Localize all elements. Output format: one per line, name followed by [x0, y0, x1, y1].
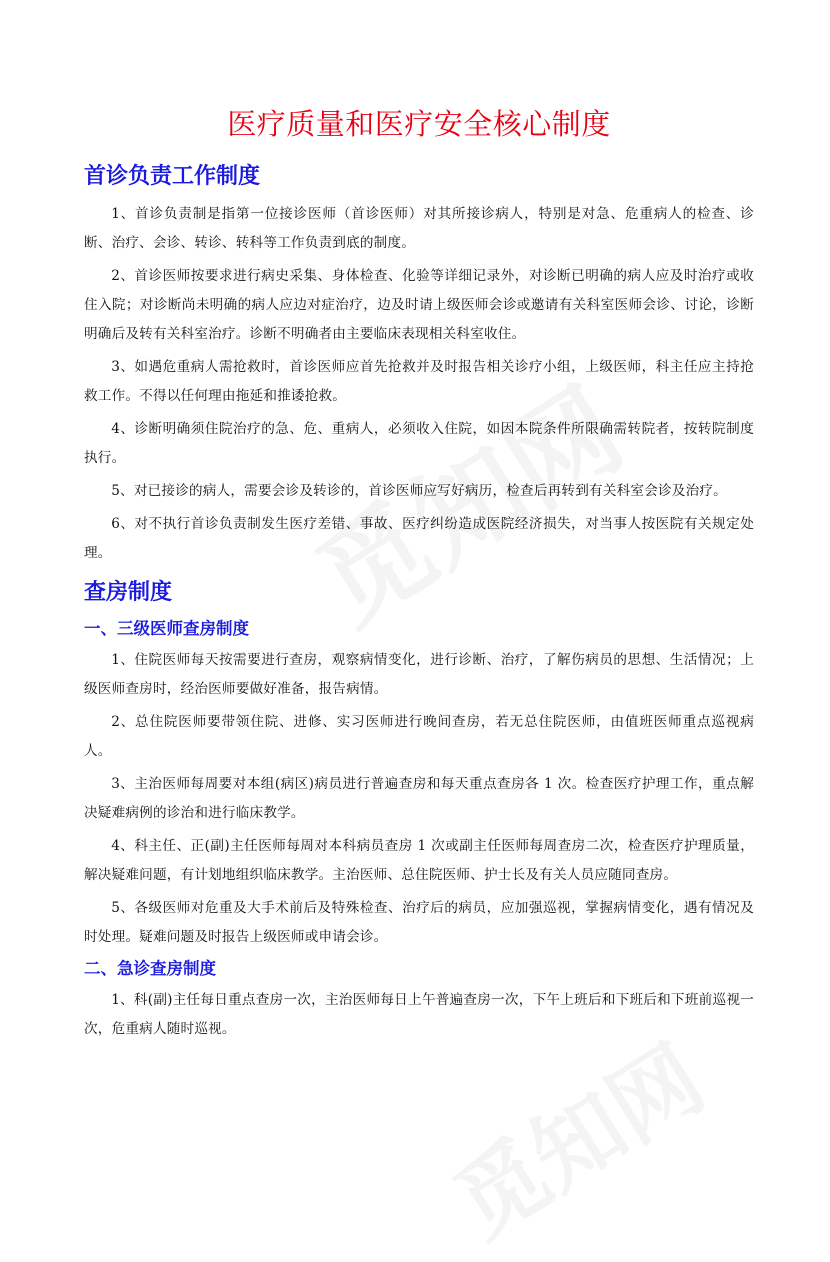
paragraph: 6、对不执行首诊负责制发生医疗差错、事故、医疗纠纷造成医院经济损失，对当事人按医院有关规定处理。 [84, 516, 754, 561]
paragraph: 3、如遇危重病人需抢救时，首诊医师应首先抢救并及时报告相关诊疗小组，上级医师，科主任应主持抢救工作。不得以任何理由拖延和推诿抢救。 [84, 359, 754, 404]
paragraph: 5、各级医师对危重及大手术前后及特殊检查、治疗后的病员，应加强巡视，掌握病情变化，遇有情况及时处理。疑难问题及时报告上级医师或申请会诊。 [84, 900, 754, 945]
subsection-title-three-level-rounds: 一、三级医师查房制度 [84, 619, 249, 638]
paragraph: 5、对已接诊的病人，需要会诊及转诊的，首诊医师应写好病历，检查后再转到有关科室会诊及治疗。 [111, 483, 727, 499]
paragraph: 1、住院医师每天按需要进行查房，观察病情变化，进行诊断、治疗，了解伤病员的思想、生活情况；上级医师查房时，经治医师要做好准备，报告病情。 [84, 652, 754, 697]
paragraph: 2、总住院医师要带领住院、进修、实习医师进行晚间查房，若无总住院医师，由值班医师重点巡视病人。 [84, 714, 754, 759]
paragraph: 4、诊断明确须住院治疗的急、危、重病人，必须收入住院，如因本院条件所限确需转院者，按转院制度执行。 [84, 421, 754, 466]
section-title-first-visit: 首诊负责工作制度 [84, 164, 261, 189]
paragraph: 1、首诊负责制是指第一位接诊医师（首诊医师）对其所接诊病人，特别是对急、危重病人的检查、诊断、治疗、会诊、转诊、转科等工作负责到底的制度。 [84, 206, 754, 251]
subsection-title-emergency-rounds: 二、急诊查房制度 [84, 959, 216, 978]
paragraph: 4、科主任、正(副)主任医师每周对本科病员查房 1 次或副主任医师每周查房二次，检查医疗护理质量，解决疑难问题，有计划地组织临床教学。主治医师、总住院医师、护士长及有关人员应随同查房。 [84, 838, 754, 883]
paragraph: 2、首诊医师按要求进行病史采集、身体检查、化验等详细记录外，对诊断已明确的病人应及时治疗或收住入院；对诊断尚未明确的病人应边对症治疗，边及时请上级医师会诊或邀请有关科室医师会诊、讨论，诊断明确后及转有关科室治疗。诊断不明确者由主要临床表现相关科室收住。 [84, 268, 754, 342]
paragraph: 1、科(副)主任每日重点查房一次，主治医师每日上午普遍查房一次，下午上班后和下班后和下班前巡视一次，危重病人随时巡视。 [84, 992, 754, 1037]
paragraph: 3、主治医师每周要对本组(病区)病员进行普遍查房和每天重点查房各 1 次。检查医疗护理工作，重点解决疑难病例的诊治和进行临床教学。 [84, 776, 754, 821]
section-title-ward-rounds: 查房制度 [84, 580, 173, 605]
document-title: 医疗质量和医疗安全核心制度 [227, 107, 611, 141]
watermark [426, 1008, 724, 1261]
